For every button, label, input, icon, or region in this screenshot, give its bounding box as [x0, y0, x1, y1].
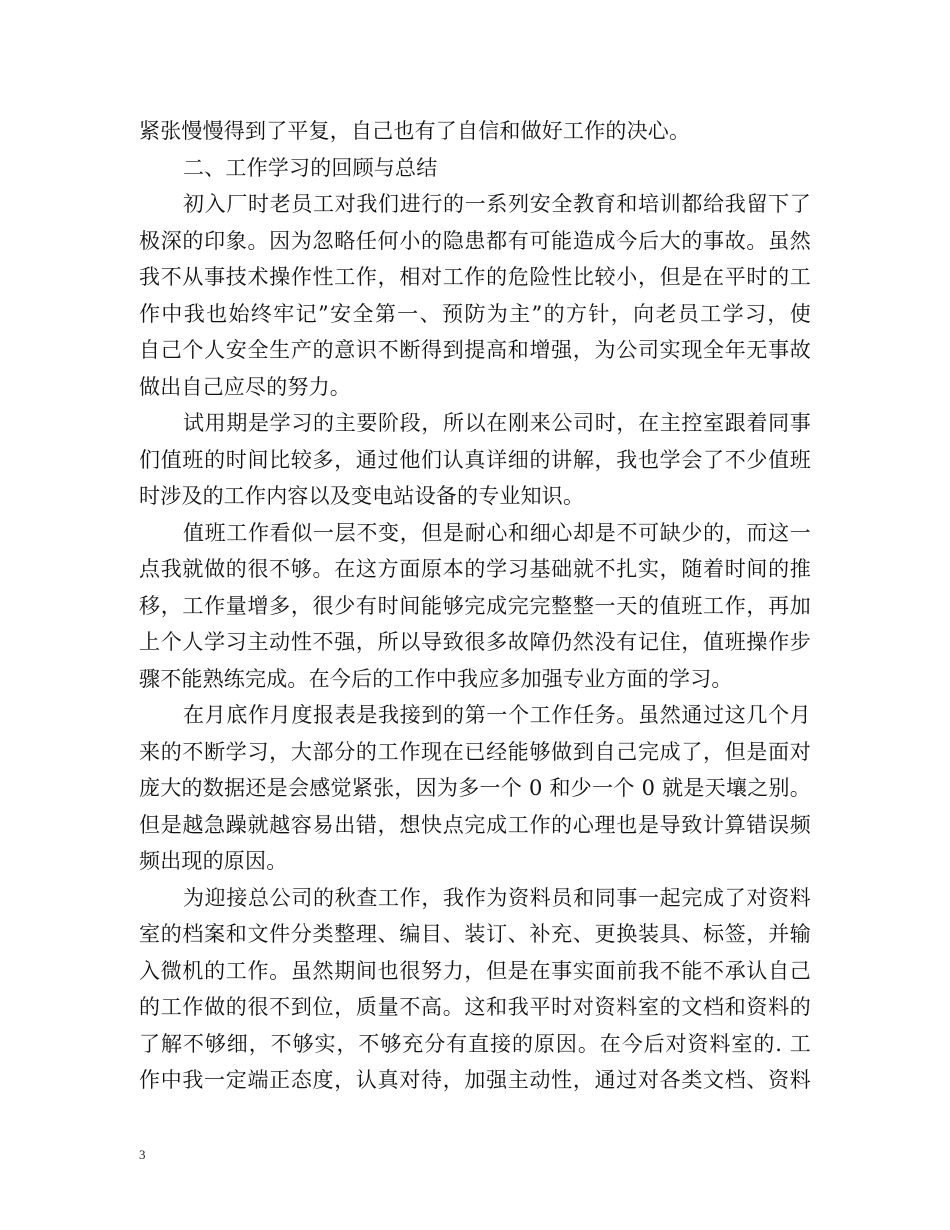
text-line: 骤不能熟练完成。在今后的工作中我应多加强专业方面的学习。 — [139, 666, 733, 691]
text-line: 在月底作月度报表是我接到的第一个工作任务。虽然通过这几个月 — [183, 703, 811, 727]
text-line: 频出现的原因。 — [139, 849, 288, 873]
text-line: 来的不断学习，大部分的工作现在已经能够做到自己完成了，但是面对 — [139, 739, 811, 764]
text-line: 二、工作学习的回顾与总结 — [183, 155, 438, 180]
text-line: 自己个人安全生产的意识不断得到提高和增强，为公司实现全年无事故 — [139, 338, 811, 362]
text-line: 上个人学习主动性不强，所以导致很多故障仍然没有记住，值班操作步 — [139, 630, 811, 654]
text-line: 的工作做的很不到位，质量不高。这和我平时对资料室的文档和资料的 — [139, 995, 811, 1019]
text-line: 移，工作量增多，很少有时间能够完成完完整整一天的值班工作，再加 — [139, 593, 811, 618]
text-line: 试用期是学习的主要阶段，所以在刚来公司时，在主控室跟着同事 — [183, 411, 811, 435]
text-line: 们值班的时间比较多，通过他们认真详细的讲解，我也学会了不少值班 — [139, 447, 811, 472]
text-line: 点我就做的很不够。在这方面原本的学习基础就不扎实，随着时间的推 — [139, 557, 811, 581]
text-line: 入微机的工作。虽然期间也很努力，但是在事实面前我不能不承认自己 — [139, 958, 811, 983]
text-line: 但是越急躁就越容易出错，想快点完成工作的心理也是导致计算错误频 — [139, 812, 811, 837]
text-line: 了解不够细，不够实，不够充分有直接的原因。在今后对资料室的. 工 — [139, 1031, 811, 1056]
text-line: 做出自己应尽的努力。 — [139, 374, 351, 399]
document-body — [139, 113, 811, 1099]
text-line: 为迎接总公司的秋查工作，我作为资料员和同事一起完成了对资料 — [183, 885, 811, 910]
text-line: 值班工作看似一层不变，但是耐心和细心却是不可缺少的，而这一 — [183, 520, 811, 545]
text-line: 室的档案和文件分类整理、编目、装订、补充、更换装具、标签，并输 — [139, 922, 811, 946]
text-line: 初入厂时老员工对我们进行的一系列安全教育和培训都给我留下了 — [183, 192, 811, 216]
text-line: 我不从事技术操作性工作，相对工作的危险性比较小，但是在平时的工 — [139, 265, 811, 289]
text-line: 庞大的数据还是会感觉紧张，因为多一个 0 和少一个 0 就是天壤之别。 — [139, 776, 811, 800]
text-line: 作中我也始终牢记”安全第一、预防为主”的方针，向老员工学习，使 — [139, 301, 811, 326]
text-line: 作中我一定端正态度，认真对待，加强主动性，通过对各类文档、资料 — [139, 1068, 811, 1092]
page-number: 3 — [139, 1147, 146, 1162]
text-line: 时涉及的工作内容以及变电站设备的专业知识。 — [139, 484, 585, 508]
text-line: 紧张慢慢得到了平复，自己也有了自信和做好工作的决心。 — [139, 119, 691, 143]
text-line: 极深的印象。因为忽略任何小的隐患都有可能造成今后大的事故。虽然 — [139, 228, 811, 253]
